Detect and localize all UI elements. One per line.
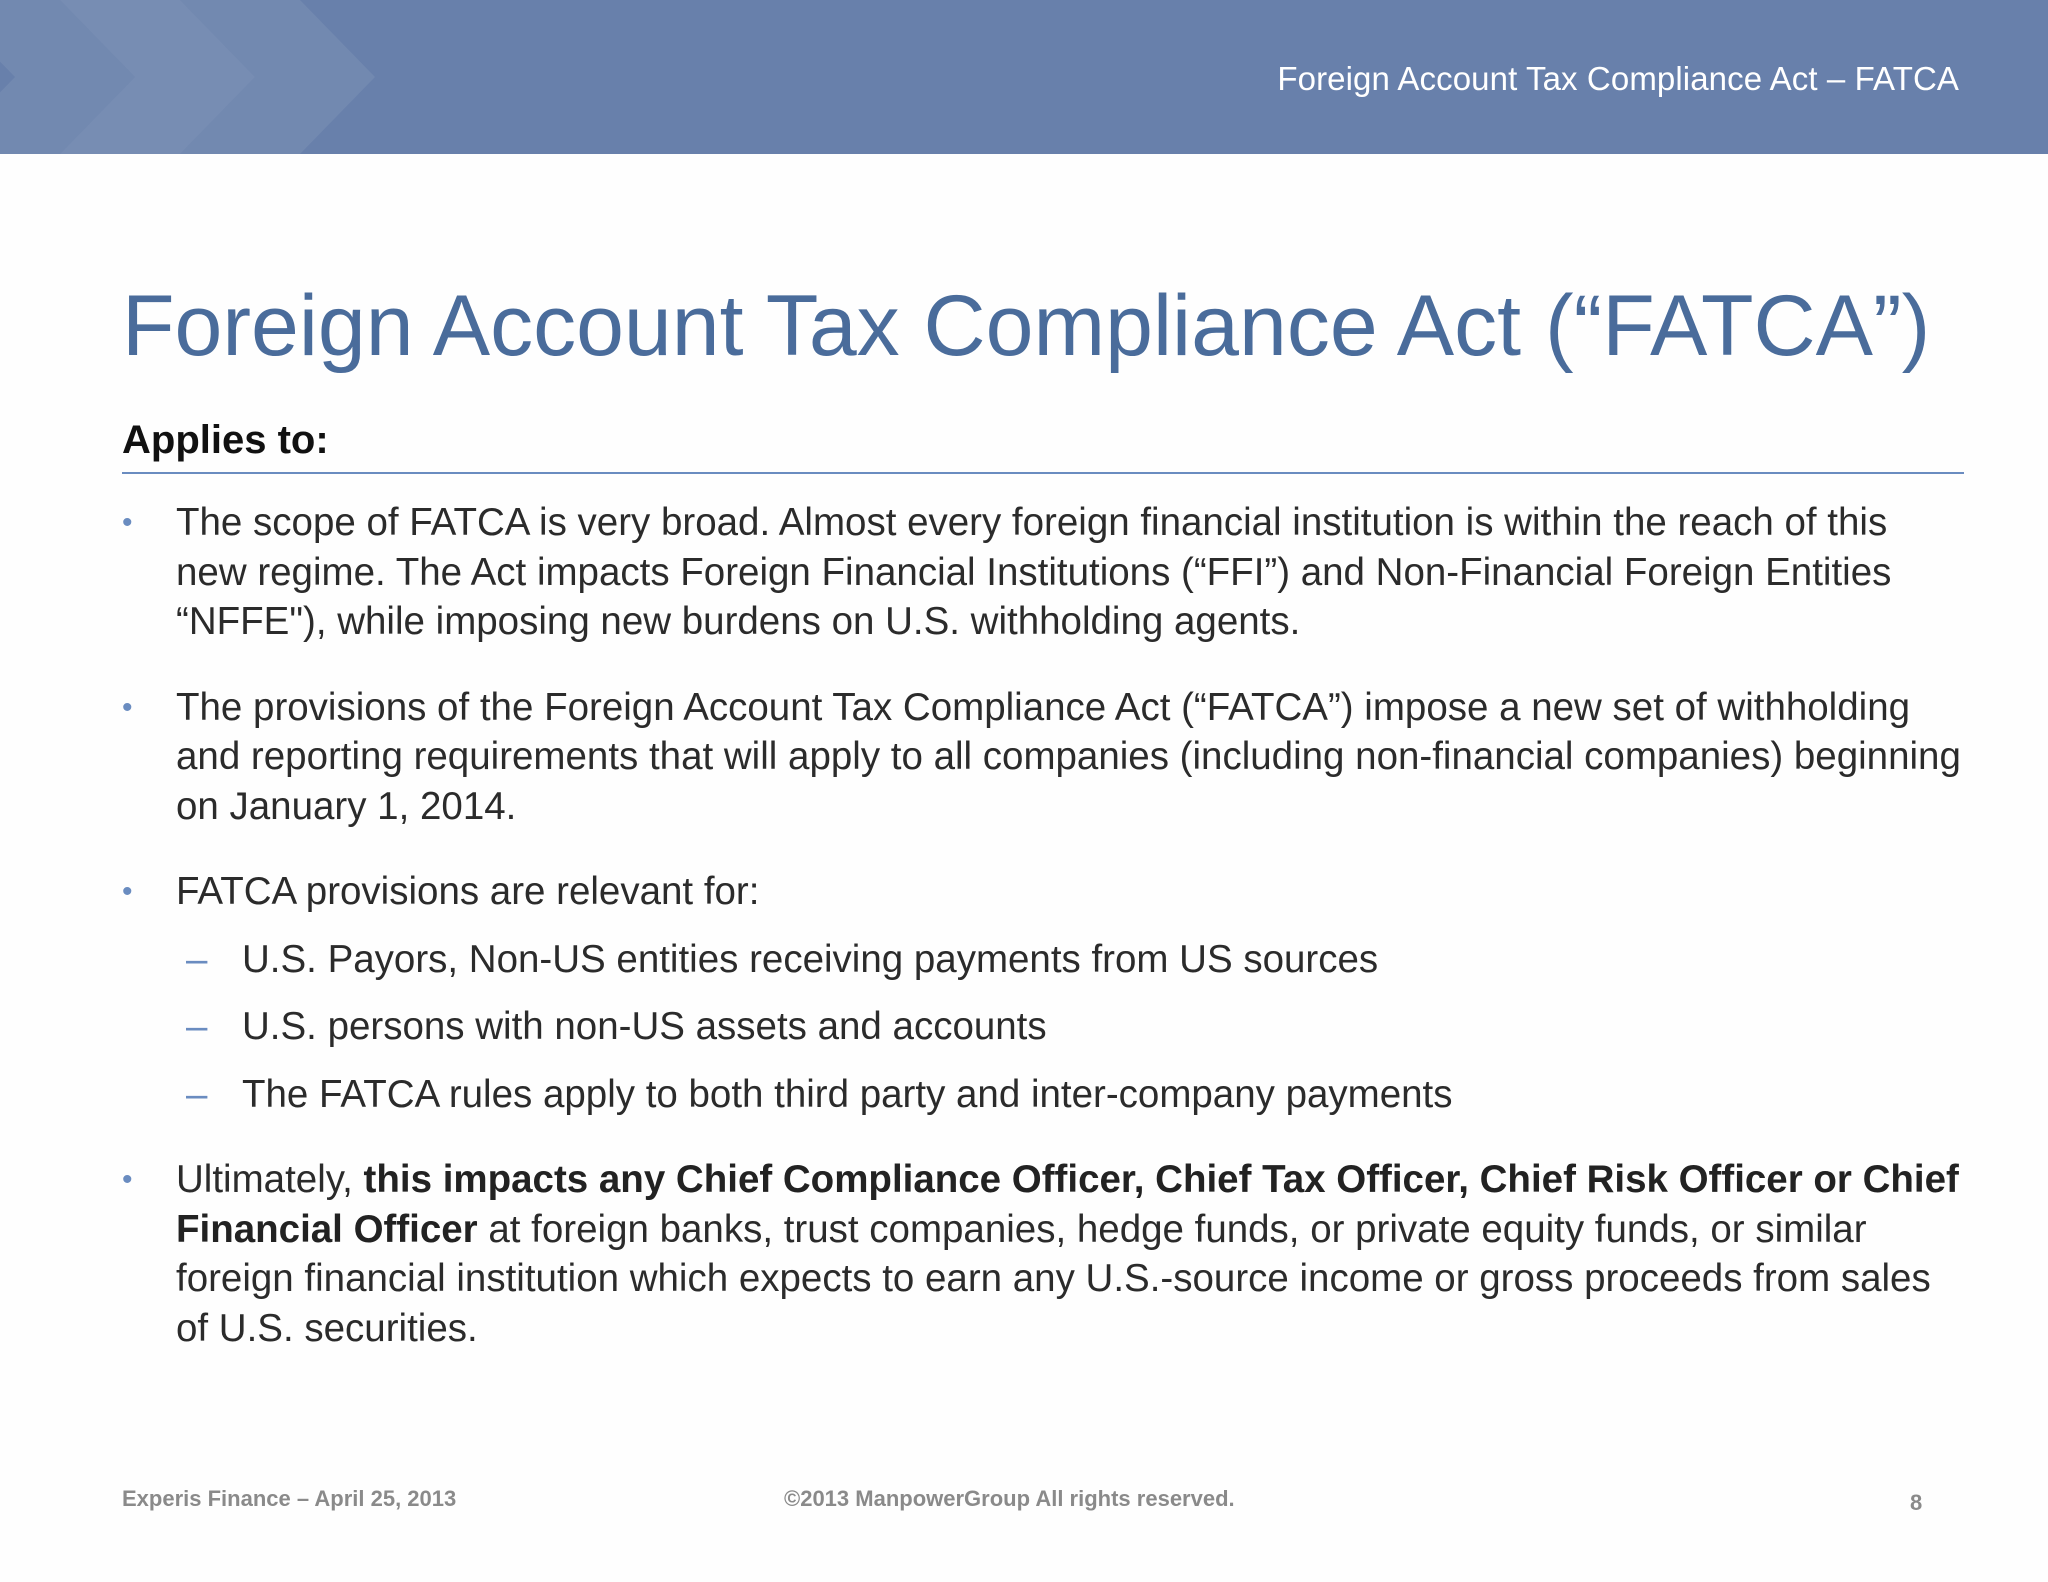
- top-banner: [0, 0, 2048, 154]
- bullet-list: [122, 498, 1964, 1389]
- bullet-text: The scope of FATCA is very broad. Almost every foreign financial institution is within the reach of this new regime. The Act impacts Foreign Financial Institutions (“FFI”) and Non-Financial Foreign Entities “NFFE"), while imposing new burdens on U.S. withholding agents.: [176, 501, 1892, 643]
- heading-divider: [122, 472, 1964, 474]
- bullet-icon: •: [122, 1163, 133, 1196]
- sub-bullet-item: [122, 935, 1964, 985]
- bullet-text-rest: at foreign banks, trust companies, hedge funds, or private equity funds, or similar foreign financial institution which expects to earn any U.S.-source income or gross proceeds from sales of U.S. securities.: [176, 1207, 1931, 1350]
- bullet-item-relevant-for: [122, 867, 1964, 1119]
- page-number: 8: [1910, 1490, 1923, 1515]
- sub-bullet-text: The FATCA rules apply to both third party and inter-company payments: [242, 1072, 1453, 1116]
- sub-bullet-item: [122, 1070, 1964, 1120]
- chevron-decoration-icon: [0, 0, 420, 154]
- bullet-text-lead: Ultimately,: [176, 1158, 364, 1201]
- banner-title: Foreign Account Tax Compliance Act – FATCA: [1277, 60, 1959, 97]
- sub-bullet-text: U.S. persons with non-US assets and accounts: [242, 1005, 1047, 1048]
- bullet-text-bold: this impacts any Chief Compliance Officer, Chief Tax Officer, Chief Risk Officer or Chief Financial Officer: [176, 1158, 1959, 1251]
- bullet-item-scope: [122, 498, 1964, 647]
- bullet-text: The provisions of the Foreign Account Tax Compliance Act (“FATCA”) impose a new set of withholding and reporting requirements that will apply to all companies (including non-financial companies) beginning on January 1, 2014.: [176, 685, 1961, 828]
- footer-copyright: ©2013 ManpowerGroup All rights reserved.: [784, 1486, 1235, 1511]
- sub-bullet-text: U.S. Payors, Non-US entities receiving payments from US sources: [242, 937, 1379, 981]
- section-heading: Applies to:: [122, 418, 329, 462]
- dash-icon: –: [186, 1072, 208, 1116]
- bullet-item-ultimately: [122, 1155, 1964, 1353]
- bullet-text: FATCA provisions are relevant for:: [176, 870, 760, 913]
- bullet-icon: •: [122, 690, 133, 724]
- bullet-icon: •: [122, 506, 133, 539]
- slide-title: Foreign Account Tax Compliance Act (“FATCA”): [122, 278, 1931, 374]
- footer-date: Experis Finance – April 25, 2013: [122, 1486, 457, 1511]
- sub-bullet-list: [176, 935, 1964, 1120]
- bullet-icon: •: [122, 875, 133, 908]
- dash-icon: –: [186, 937, 208, 981]
- dash-icon: –: [186, 1005, 208, 1048]
- sub-bullet-item: [122, 1002, 1964, 1052]
- bullet-item-provisions: [122, 683, 1964, 832]
